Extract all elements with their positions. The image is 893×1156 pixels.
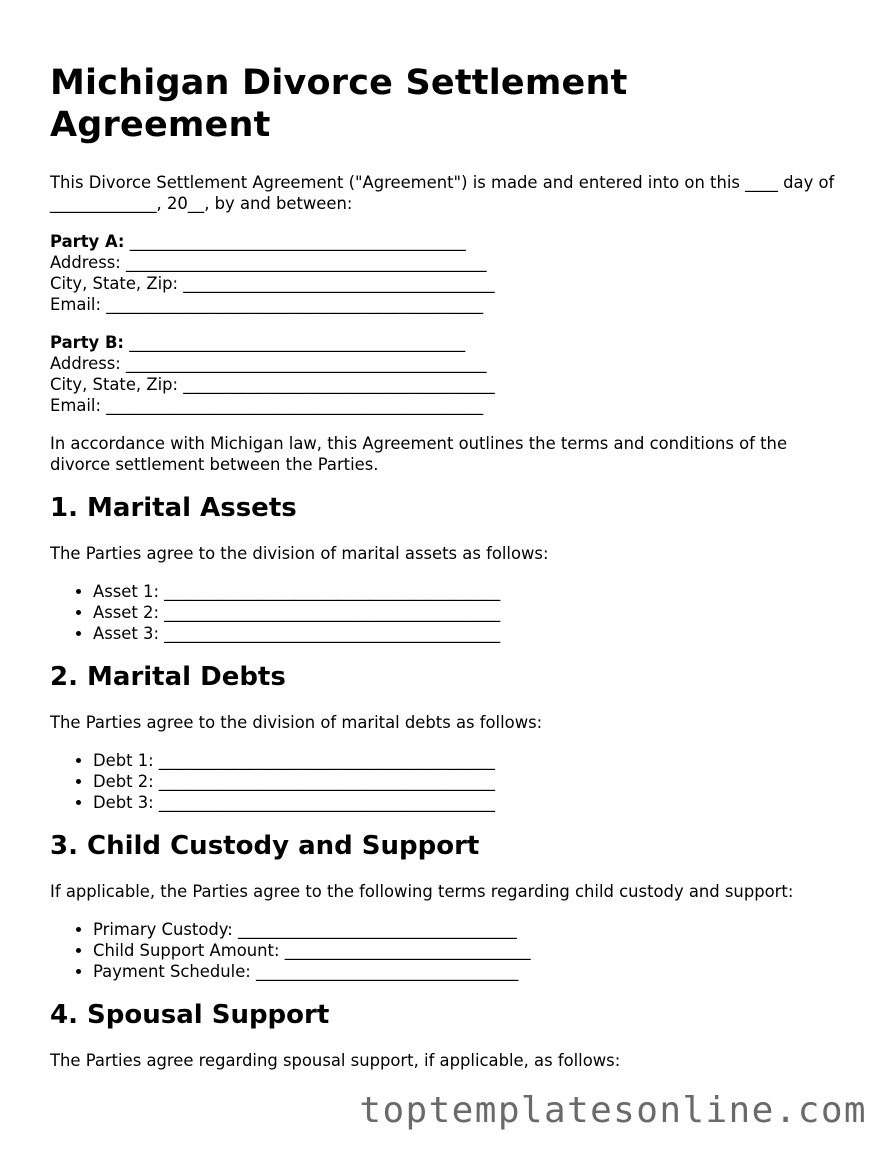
debts-list (50, 750, 850, 813)
party-a-label: Party A: (50, 232, 125, 251)
document-title: Michigan Divorce Settlement Agreement (50, 63, 628, 145)
section-heading-assets: 1. Marital Assets (50, 493, 297, 523)
list-item: • Asset 2: _________________________________________ (93, 602, 850, 623)
assets-paragraph: The Parties agree to the division of marital assets as follows: (50, 544, 549, 563)
party-b-address: Address: ____________________________________________ (50, 354, 487, 373)
spousal-paragraph: The Parties agree regarding spousal support, if applicable, as follows: (50, 1051, 621, 1070)
custody-list (50, 919, 850, 982)
document-page (50, 62, 850, 1088)
assets-list (50, 581, 850, 644)
watermark-text: toptemplatesonline.com (359, 1090, 867, 1131)
list-item: • Primary Custody: __________________________________ (93, 919, 850, 940)
list-item: • Debt 3: _________________________________________ (93, 792, 850, 813)
section-heading-spousal: 4. Spousal Support (50, 1000, 330, 1030)
list-item: • Child Support Amount: ______________________________ (93, 940, 850, 961)
list-item: • Debt 2: _________________________________________ (93, 771, 850, 792)
list-item: • Payment Schedule: ________________________________ (93, 961, 850, 982)
party-a-block (50, 231, 850, 315)
party-b-name-line: _________________________________________ (124, 333, 466, 352)
section-heading-custody: 3. Child Custody and Support (50, 831, 480, 861)
party-a-name-row (50, 231, 850, 252)
law-paragraph: In accordance with Michigan law, this Agreement outlines the terms and conditions of the divorce settlement between the Parties. (50, 434, 788, 474)
debts-paragraph: The Parties agree to the division of marital debts as follows: (50, 713, 543, 732)
list-item: • Asset 1: _________________________________________ (93, 581, 850, 602)
party-a-address: Address: ____________________________________________ (50, 253, 487, 272)
party-b-block (50, 332, 850, 416)
party-b-name-row (50, 332, 850, 353)
section-heading-debts: 2. Marital Debts (50, 662, 286, 692)
party-b-email: Email: ______________________________________________ (50, 396, 484, 415)
party-b-city: City, State, Zip: ______________________________________ (50, 375, 495, 394)
custody-paragraph: If applicable, the Parties agree to the following terms regarding child custody and support: (50, 882, 794, 901)
party-a-name-line: _________________________________________ (124, 232, 466, 251)
party-a-city: City, State, Zip: ______________________________________ (50, 274, 495, 293)
list-item: • Debt 1: _________________________________________ (93, 750, 850, 771)
intro-paragraph: This Divorce Settlement Agreement ("Agreement") is made and entered into on this ____ day of _____________, 20__, by and between: (50, 173, 835, 213)
party-a-email: Email: ______________________________________________ (50, 295, 484, 314)
party-b-label: Party B: (50, 333, 124, 352)
list-item: • Asset 3: _________________________________________ (93, 623, 850, 644)
